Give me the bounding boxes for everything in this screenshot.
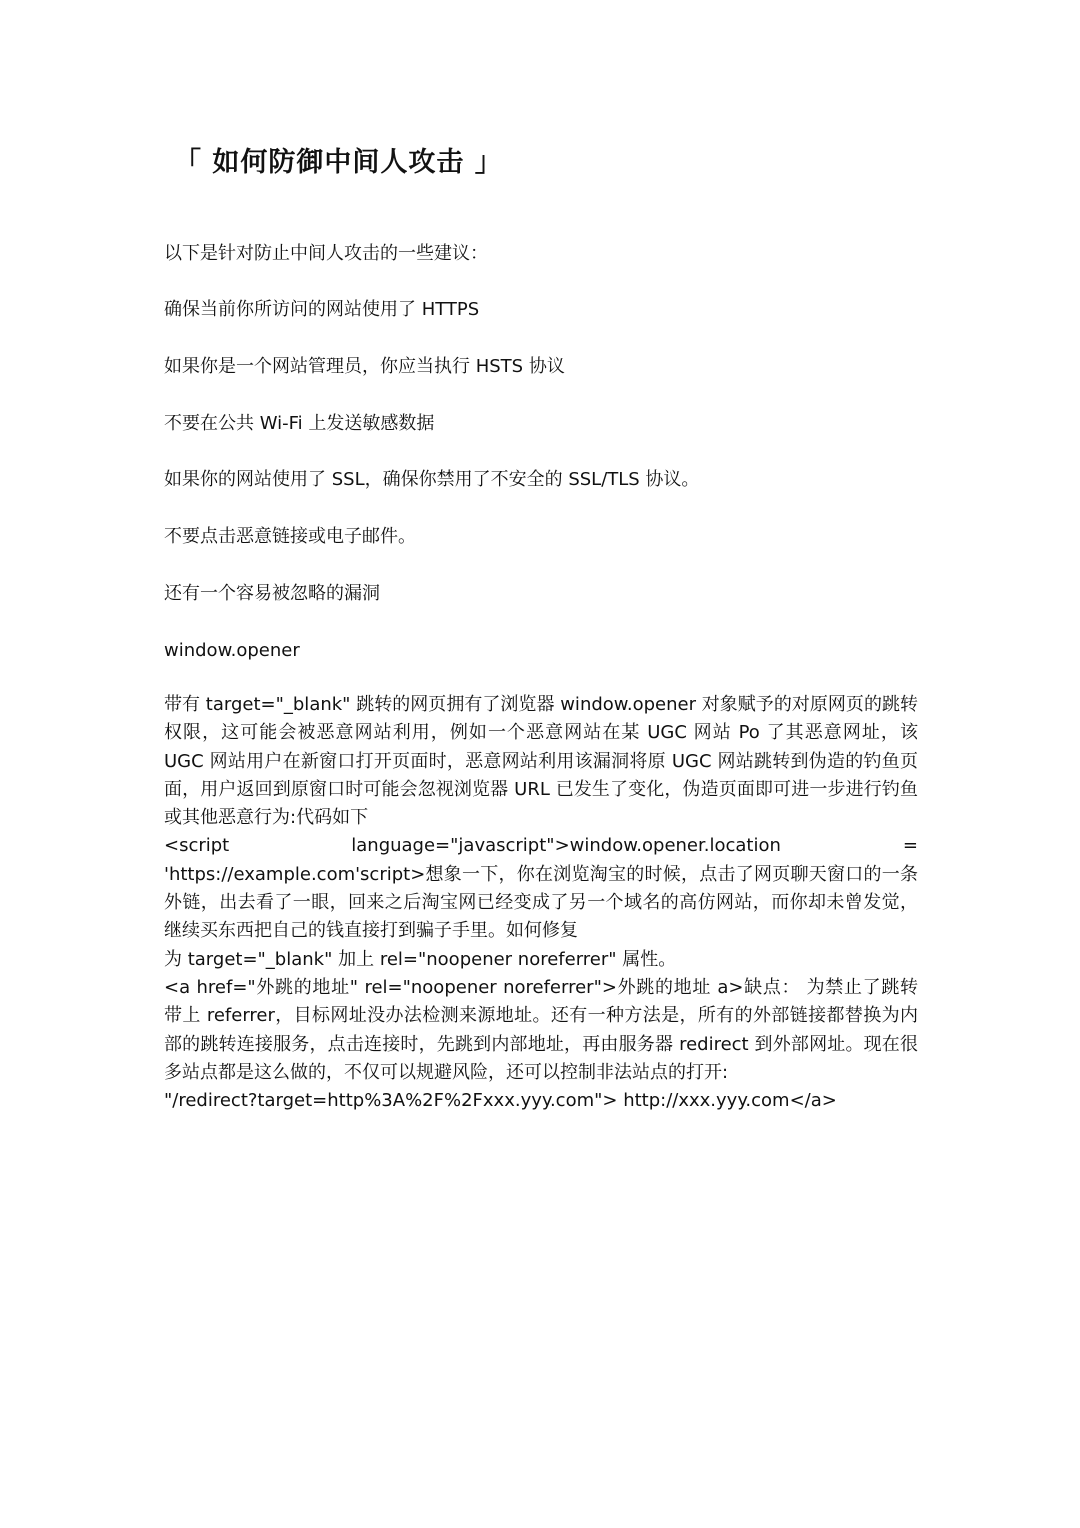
explanation-paragraph: 带有 target="_blank" 跳转的网页拥有了浏览器 window.opener 对象赋予的对原网页的跳转权限，这可能会被恶意网站利用，例如一个恶意网站在某 UGC 网站 Po 了其恶意网址，该 UGC 网站用户在新窗口打开页面时，恶意网站利用该漏洞将原 UGC 网站跳转到伪造的钓鱼页面，用户返回到原窗口时可能会忽视浏览器 URL 已发生了变化，伪造页面即可进一步进行钓鱼或其他恶意行为:代码如下 (164, 694, 918, 829)
tip-public-wifi: 不要在公共 Wi-Fi 上发送敏感数据 (164, 413, 435, 434)
overlooked-vuln-line: 还有一个容易被忽略的漏洞 (164, 583, 380, 604)
tip-hsts: 如果你是一个网站管理员，你应当执行 HSTS 协议 (164, 356, 565, 377)
page-title: 「 如何防御中间人攻击 」 (174, 147, 503, 178)
tip-https: 确保当前你所访问的网站使用了 HTTPS (164, 299, 480, 320)
fix-paragraph: 为 target="_blank" 加上 rel="noopener noreferrer" 属性。 (164, 948, 677, 970)
window-opener-explanation (164, 691, 918, 1115)
tip-malicious-links: 不要点击恶意链接或电子邮件。 (164, 526, 416, 547)
redirect-example-line: "/redirect?target=http%3A%2F%2Fxxx.yyy.com"> http://xxx.yyy.com</a> (164, 1090, 837, 1112)
window-opener-heading: window.opener (164, 640, 300, 661)
drawback-paragraph: <a href="外跳的地址" rel="noopener noreferrer">外跳的地址 a>缺点： 为禁止了跳转带上 referrer，目标网址没办法检测来源地址。还有一种方法是，所有的外部链接都替换为内部的跳转连接服务，点击连接时，先跳到内部地址，再由服务器 redirect 到外部网址。现在很多站点都是这么做的，不仅可以规避风险，还可以控制非法站点的打开: (164, 976, 918, 1083)
attack-example-paragraph: <script language="javascript">window.opener.location = 'https://example.com'script>想象一下，你在浏览淘宝的时候，点击了网页聊天窗口的一条外链，出去看了一眼，回来之后淘宝网已经变成了另一个域名的高仿网站，而你却未曾发觉，继续买东西把自己的钱直接打到骗子手里。如何修复 (164, 835, 918, 942)
tip-ssl-tls: 如果你的网站使用了 SSL，确保你禁用了不安全的 SSL/TLS 协议。 (164, 469, 700, 490)
intro-line: 以下是针对防止中间人攻击的一些建议： (164, 243, 488, 264)
